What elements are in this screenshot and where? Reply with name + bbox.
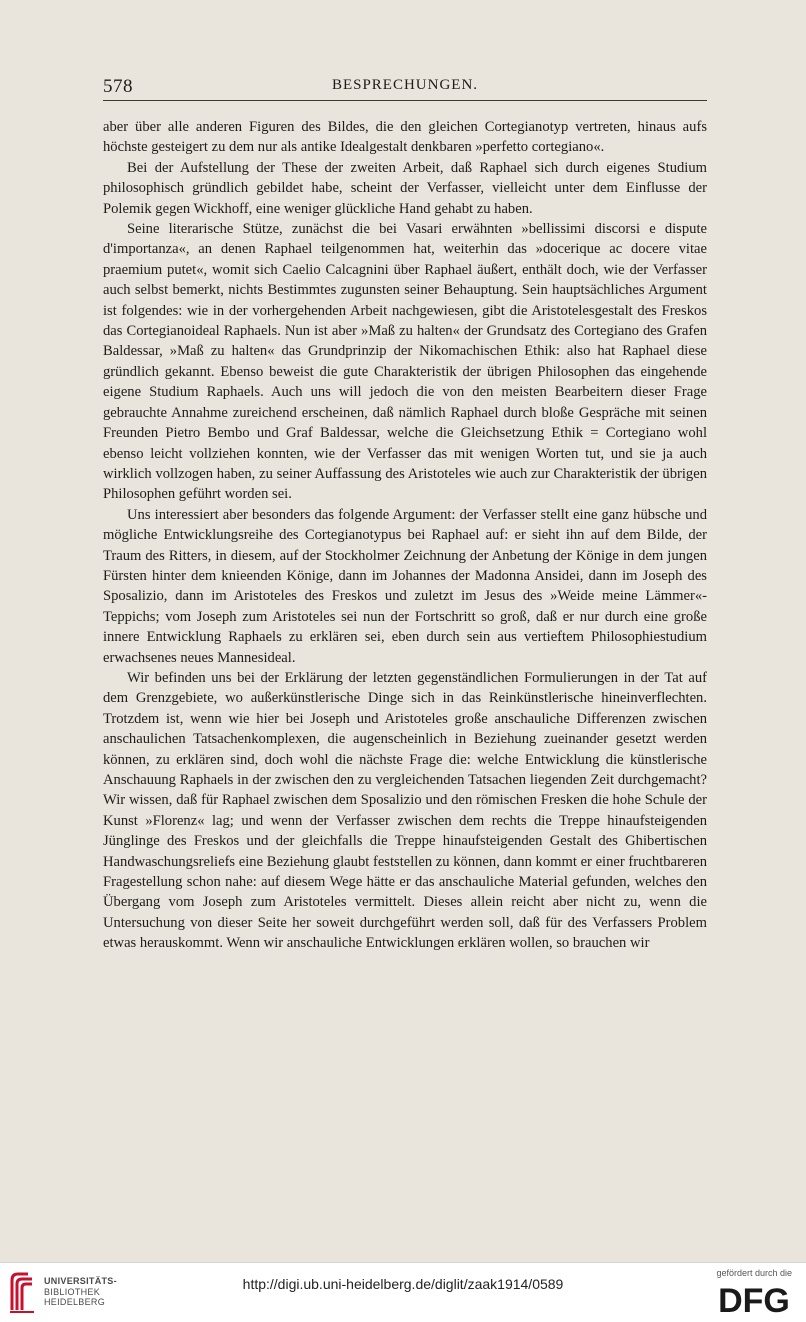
paragraph-5: Wir befinden uns bei der Erklärung der letzten gegenständlichen Formulierungen in der Tat auf dem Grenzgebiete, wo außerkünstlerische Dinge sich in das Reinkünstlerische hineinverflechten. Trotzdem ist, wenn wie hier bei Joseph und Aristoteles große anschauliche Differenzen zwischen anschaulichen Tatsachenkomplexen, die augenscheinlich in Beziehung zueinander gesetzt werden können, zu erklären sind, doch wohl die nächste Frage die: welche Entwicklung die künstlerische Anschauung Raphaels in der zwischen den zu vergleichenden Tatsachen liegenden Zeit durchgemacht? Wir wissen, daß für Raphael zwischen dem Sposalizio und den römischen Fresken die hohe Schule der Kunst »Florenz« lag; und wenn der Verfasser zwischen dem rechts die Treppe hinaufsteigenden Jünglinge des Freskos und der gleichfalls die Treppe hinaufsteigenden Gestalt des Ghibertischen Handwaschungsreliefs eine Beziehung glaubt feststellen zu können, dann kommt er einer fruchtbareren Fragestellung schon nahe: auf diesem Wege hätte er das anschauliche Material gefunden, welches den Übergang vom Joseph zum Aristoteles vermittelt. Dieses allein reicht aber nicht zu, wenn die Untersuchung von dieser Seite her soweit durchgeführt werden soll, daß für des Verfassers Problem etwas herauskommt. Wenn wir anschauliche Entwicklungen erklären wollen, so brauchen wir <box>103 669 707 952</box>
library-name-line-1: UNIVERSITÄTS- <box>44 1276 117 1286</box>
paragraph-2: Bei der Aufstellung der These der zweiten Arbeit, daß Raphael sich durch eigenes Studium philosophisch gründlich gebildet habe, scheint der Verfasser, vielleicht unter dem Einflusse der Polemik gegen Wickhoff, eine weniger glückliche Hand gehabt zu haben. <box>103 159 707 217</box>
library-name-line-2: BIBLIOTHEK <box>44 1286 101 1297</box>
paragraph-1: aber über alle anderen Figuren des Bildes, die den gleichen Cortegianotyp vertreten, hinaus aufs höchste gesteigert zu dem nur als antike Idealgestalt denkbaren »perfetto cortegiano«. <box>103 119 707 156</box>
paragraph-3: Seine literarische Stütze, zunächst die bei Vasari erwähnten »bellissimi discorsi e dispute d'importanza«, an denen Raphael teilgenommen hat, weiterhin das »docerique ac docere vitae praemium putet«, womit sich Caelio Calcagnini über Raphael äußert, enthält doch, wie der Verfasser auch selbst bemerkt, nichts Bestimmtes zugunsten seiner Behauptung. Sein hauptsächliches Argument ist folgendes: wie in der vorhergehenden Arbeit nachgewiesen, gibt die Aristotelesgestalt des Freskos das Cortegianoideal Raphaels. Nun ist aber »Maß zu halten« der Grundsatz des Cortegiano des Grafen Baldessar, »Maß zu halten« das Grundprinzip der Nikomachischen Ethik: also hat Raphael diese gründlich gekannt. Ebenso beweist die gute Charakteristik der übrigen Philosophen das eingehende eigene Studium Raphaels. Auch uns will jedoch die von den meisten Bearbeitern dieser Frage gebrauchte Annahme zureichend erscheinen, daß nämlich Raphael durch bloße Gespräche mit seinen Freunden Pietro Bembo und Graf Baldessar, welche die Gleichsetzung Ethik = Cortegiano wohl ebenso leicht vollziehen konnten, wie der Verfasser das mit wenigen Worten tut, und sie ja auch wirklich vollzogen haben, zu seiner Auffassung des Aristoteles wie auch zur Charakteristik der übrigen Philosophen geführt worden sei. <box>103 221 707 503</box>
running-head: BESPRECHUNGEN. <box>331 77 479 93</box>
page-number: 578 <box>103 76 133 97</box>
page-header <box>103 74 707 101</box>
funder-text: gefördert durch die <box>716 1268 792 1278</box>
viewer-footer <box>0 1262 806 1322</box>
document-url-link[interactable]: http://digi.ub.uni-heidelberg.de/diglit/zaak1914/0589 <box>242 1276 564 1292</box>
library-name-line-3: HEIDELBERG <box>44 1297 106 1307</box>
body-text <box>103 117 707 954</box>
dfg-logo-icon <box>714 1282 794 1316</box>
dfg-logo-text: DFG <box>718 1282 790 1316</box>
paragraph-4: Uns interessiert aber besonders das folgende Argument: der Verfasser stellt eine ganz hübsche und mögliche Entwicklungsreihe des Cortegianotypus bei Raphael auf: er sieht ihn auf dem Bilde, der Traum des Ritters, in diesem, auf der Stockholmer Zeichnung der Anbetung der Könige in dem jungen Fürsten hinter dem knieenden Könige, dann im Johannes der Madonna Ansidei, dann im Joseph des Sposalizio, dann im Aristoteles des Freskos und zuletzt im Jesus des »Weide meine Lämmer«-Teppichs; vom Joseph zum Aristoteles sei nun der Fortschritt so groß, daß er nur durch eine große innere Entwicklung Raphaels zu erklären sei, eben durch sein aus vertieftem Philosophiestudium erwachsenes neues Mannesideal. <box>103 506 707 666</box>
